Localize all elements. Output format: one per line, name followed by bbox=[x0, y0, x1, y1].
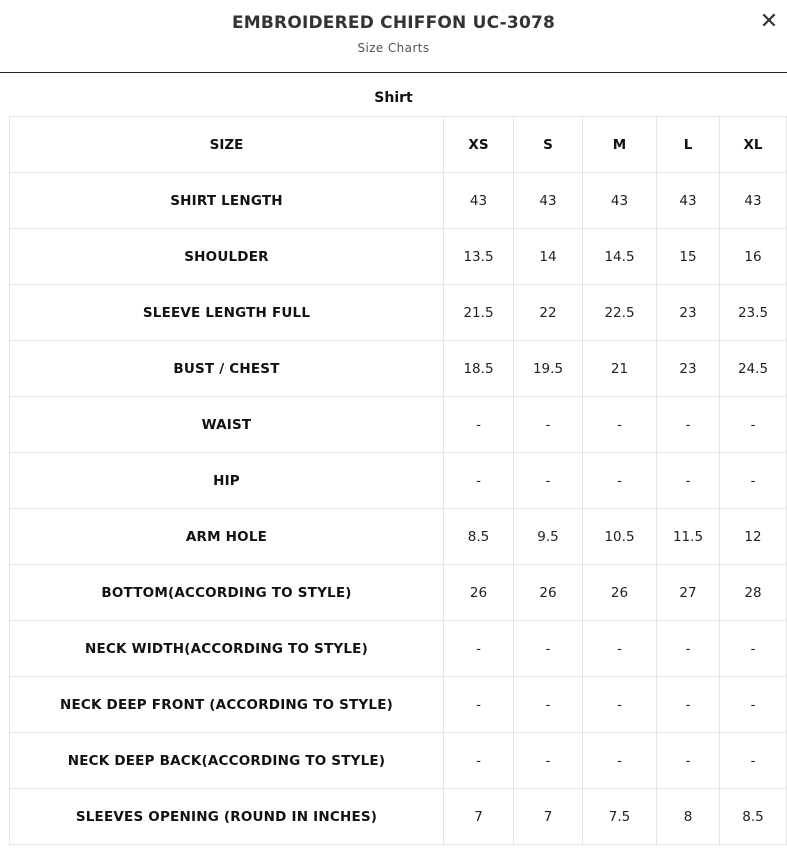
table-cell: - bbox=[583, 621, 657, 677]
table-cell: 11.5 bbox=[657, 509, 720, 565]
row-label: SLEEVE LENGTH FULL bbox=[10, 285, 444, 341]
table-cell: 15 bbox=[657, 229, 720, 285]
table-cell: 22 bbox=[514, 285, 583, 341]
table-cell: - bbox=[657, 677, 720, 733]
table-cell: 43 bbox=[583, 173, 657, 229]
table-cell: - bbox=[583, 453, 657, 509]
table-cell: 8.5 bbox=[444, 509, 514, 565]
table-cell: 7.5 bbox=[583, 789, 657, 845]
table-cell: 7 bbox=[444, 789, 514, 845]
column-header: XL bbox=[720, 117, 787, 173]
table-cell: 43 bbox=[657, 173, 720, 229]
table-cell: 43 bbox=[444, 173, 514, 229]
table-body bbox=[10, 173, 787, 845]
table-cell: 43 bbox=[720, 173, 787, 229]
page-title: EMBROIDERED CHIFFON UC-3078 bbox=[231, 13, 556, 33]
column-header: S bbox=[514, 117, 583, 173]
row-label: SHIRT LENGTH bbox=[10, 173, 444, 229]
table-cell: - bbox=[444, 397, 514, 453]
page-subtitle: Size Charts bbox=[357, 41, 430, 55]
row-label: NECK WIDTH(ACCORDING TO STYLE) bbox=[10, 621, 444, 677]
corner-header: SIZE bbox=[10, 117, 444, 173]
table-cell: 12 bbox=[720, 509, 787, 565]
table-cell: 43 bbox=[514, 173, 583, 229]
table-row bbox=[10, 733, 787, 789]
row-label: SLEEVES OPENING (ROUND IN INCHES) bbox=[10, 789, 444, 845]
table-cell: - bbox=[444, 677, 514, 733]
row-label: ARM HOLE bbox=[10, 509, 444, 565]
table-cell: - bbox=[444, 621, 514, 677]
size-chart-table bbox=[9, 116, 787, 845]
table-cell: 23 bbox=[657, 285, 720, 341]
table-cell: 8.5 bbox=[720, 789, 787, 845]
table-cell: 27 bbox=[657, 565, 720, 621]
row-label: NECK DEEP BACK(ACCORDING TO STYLE) bbox=[10, 733, 444, 789]
table-row bbox=[10, 341, 787, 397]
table-cell: - bbox=[444, 453, 514, 509]
table-cell: - bbox=[657, 733, 720, 789]
table-cell: 24.5 bbox=[720, 341, 787, 397]
table-row bbox=[10, 565, 787, 621]
column-header: M bbox=[583, 117, 657, 173]
table-cell: - bbox=[657, 397, 720, 453]
table-cell: - bbox=[720, 677, 787, 733]
table-cell: 13.5 bbox=[444, 229, 514, 285]
table-cell: 28 bbox=[720, 565, 787, 621]
table-row bbox=[10, 453, 787, 509]
table-cell: - bbox=[657, 453, 720, 509]
row-label: WAIST bbox=[10, 397, 444, 453]
table-row bbox=[10, 789, 787, 845]
table-cell: - bbox=[583, 677, 657, 733]
table-cell: 14.5 bbox=[583, 229, 657, 285]
table-cell: 21.5 bbox=[444, 285, 514, 341]
table-cell: - bbox=[720, 733, 787, 789]
table-row bbox=[10, 621, 787, 677]
table-row bbox=[10, 677, 787, 733]
column-header: L bbox=[657, 117, 720, 173]
table-cell: - bbox=[514, 733, 583, 789]
row-label: HIP bbox=[10, 453, 444, 509]
row-label: BUST / CHEST bbox=[10, 341, 444, 397]
table-cell: - bbox=[720, 397, 787, 453]
section-title: Shirt bbox=[374, 90, 413, 106]
table-row bbox=[10, 285, 787, 341]
table-cell: 7 bbox=[514, 789, 583, 845]
table-cell: - bbox=[657, 621, 720, 677]
table-row bbox=[10, 173, 787, 229]
table-cell: - bbox=[444, 733, 514, 789]
table-cell: - bbox=[583, 733, 657, 789]
table-cell: - bbox=[720, 453, 787, 509]
table-cell: - bbox=[514, 677, 583, 733]
modal-header bbox=[0, 0, 787, 73]
table-cell: 10.5 bbox=[583, 509, 657, 565]
table-cell: 19.5 bbox=[514, 341, 583, 397]
table-cell: 26 bbox=[583, 565, 657, 621]
table-cell: 22.5 bbox=[583, 285, 657, 341]
table-cell: 26 bbox=[514, 565, 583, 621]
table-cell: 16 bbox=[720, 229, 787, 285]
table-cell: - bbox=[514, 453, 583, 509]
close-icon[interactable]: ✕ bbox=[759, 9, 779, 34]
table-cell: 8 bbox=[657, 789, 720, 845]
column-header: XS bbox=[444, 117, 514, 173]
row-label: SHOULDER bbox=[10, 229, 444, 285]
table-cell: 23.5 bbox=[720, 285, 787, 341]
table-cell: - bbox=[514, 621, 583, 677]
table-cell: - bbox=[583, 397, 657, 453]
table-cell: 23 bbox=[657, 341, 720, 397]
table-row bbox=[10, 397, 787, 453]
table-cell: - bbox=[514, 397, 583, 453]
table-cell: - bbox=[720, 621, 787, 677]
table-header-row bbox=[10, 117, 787, 173]
row-label: BOTTOM(ACCORDING TO STYLE) bbox=[10, 565, 444, 621]
table-row bbox=[10, 509, 787, 565]
table-cell: 18.5 bbox=[444, 341, 514, 397]
table-row bbox=[10, 229, 787, 285]
table-cell: 14 bbox=[514, 229, 583, 285]
table-cell: 21 bbox=[583, 341, 657, 397]
table-cell: 26 bbox=[444, 565, 514, 621]
table-cell: 9.5 bbox=[514, 509, 583, 565]
row-label: NECK DEEP FRONT (ACCORDING TO STYLE) bbox=[10, 677, 444, 733]
